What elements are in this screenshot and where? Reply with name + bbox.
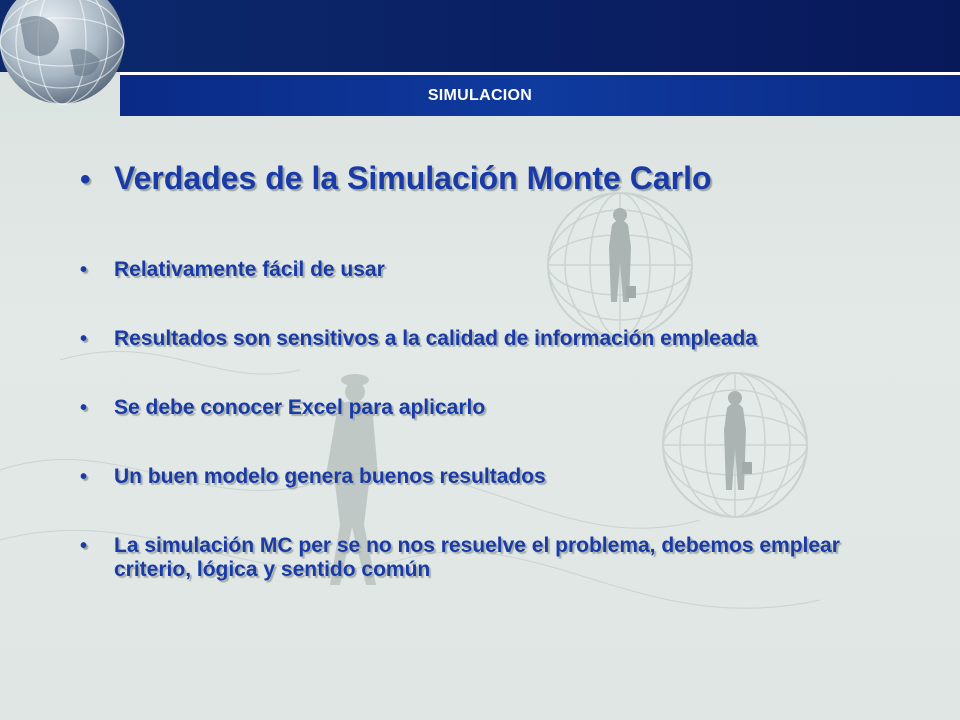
bullet-list (80, 258, 840, 626)
main-heading (80, 160, 900, 197)
list-item (80, 327, 840, 351)
list-item (80, 465, 840, 489)
globe-icon (0, 0, 150, 130)
list-item-text: Relativamente fácil de usar (114, 258, 385, 281)
bullet-marker: • (80, 328, 88, 350)
bullet-marker: • (80, 259, 88, 281)
section-title: SIMULACION (427, 87, 533, 104)
list-item (80, 258, 840, 282)
bullet-marker: • (80, 466, 88, 488)
bullet-marker: • (80, 163, 91, 196)
bullet-marker: • (80, 397, 88, 419)
list-item (80, 534, 840, 582)
list-item-text: Un buen modelo genera buenos resultados (114, 465, 546, 488)
list-item-text: Resultados son sensitivos a la calidad de información empleada (114, 327, 758, 350)
list-item (80, 396, 840, 420)
list-item-text: Se debe conocer Excel para aplicarlo (114, 396, 486, 419)
heading-text: Verdades de la Simulación Monte Carlo (114, 160, 712, 196)
bullet-marker: • (80, 535, 88, 557)
list-item-text: La simulación MC per se no nos resuelve el problema, debemos emplear criterio, lógica y sentido común (114, 534, 840, 581)
